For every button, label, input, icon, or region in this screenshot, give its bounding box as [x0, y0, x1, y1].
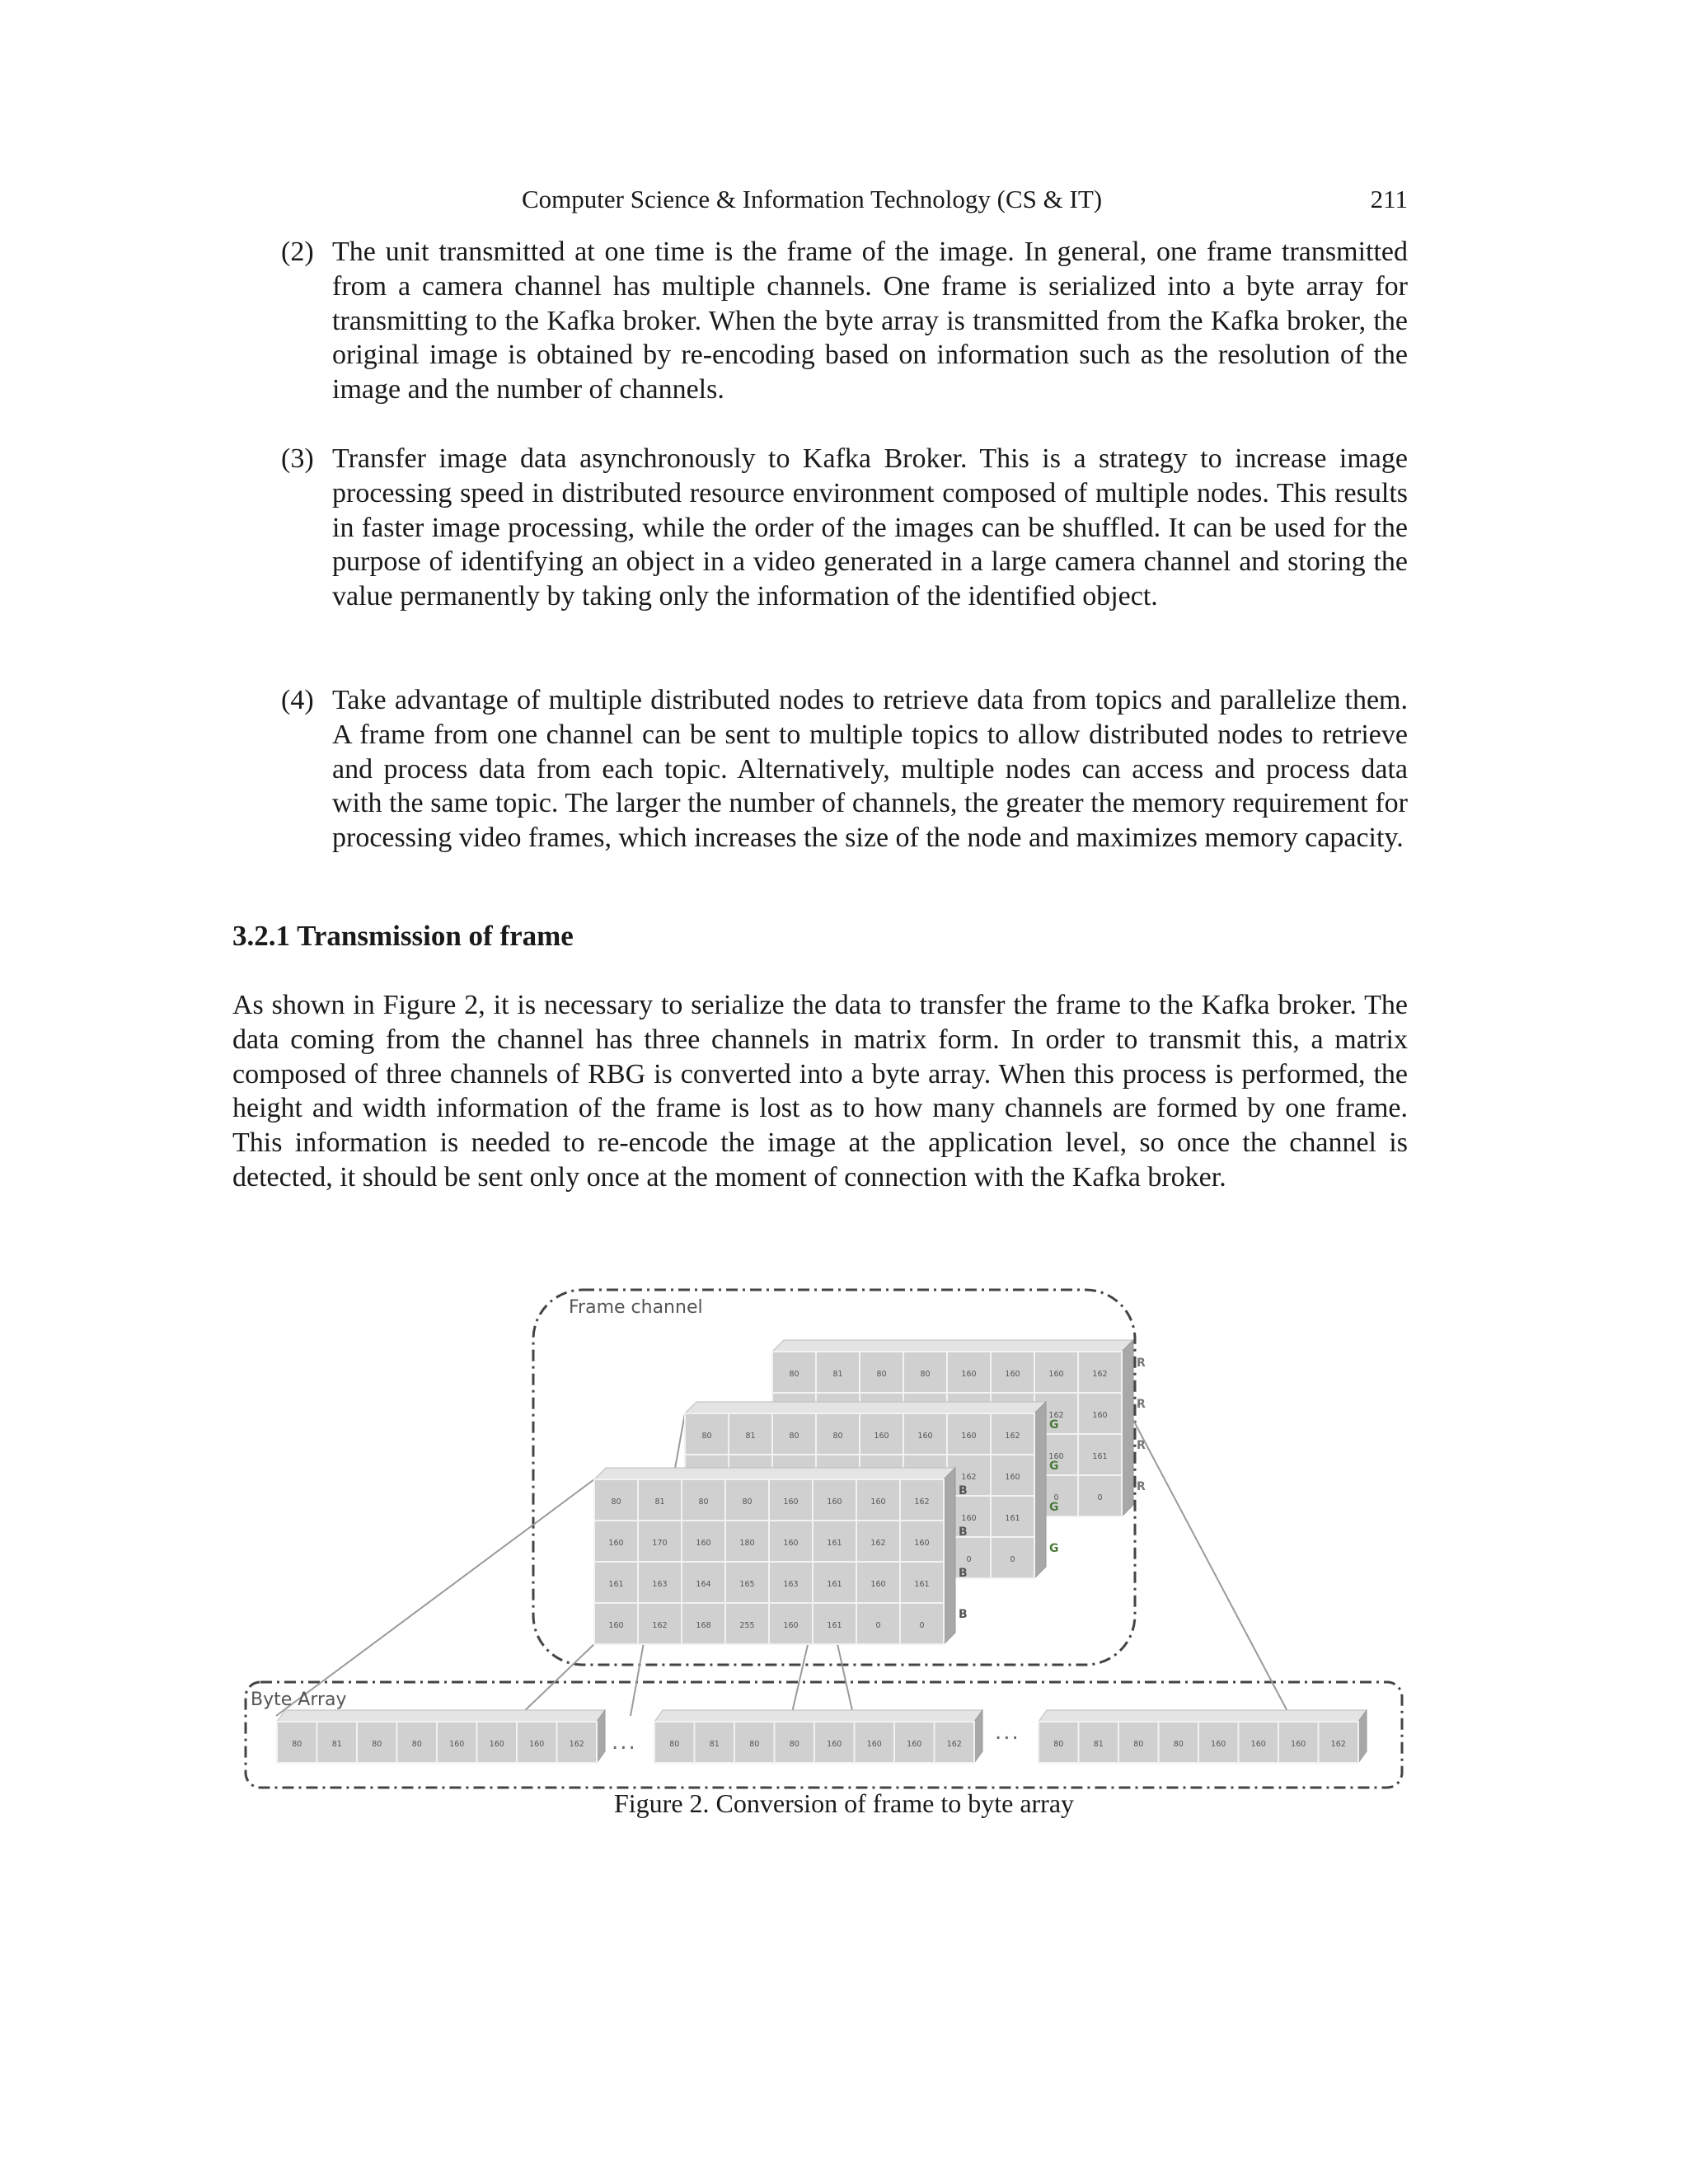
matrix-cell-value: 160 — [827, 1497, 842, 1507]
matrix-cell-value: 162 — [1092, 1370, 1108, 1379]
matrix-cell-value: 160 — [1048, 1370, 1064, 1379]
byte-cell-value: 80 — [669, 1740, 680, 1749]
matrix-cell-value: 160 — [1092, 1411, 1108, 1420]
byte-cell-value: 80 — [292, 1740, 302, 1749]
matrix-cell-value: 160 — [870, 1497, 886, 1507]
byte-cell-value: 160 — [449, 1740, 465, 1749]
matrix-side-face — [944, 1468, 955, 1644]
matrix-cell-value: 0 — [919, 1621, 925, 1630]
byte-cell-value: 81 — [1093, 1740, 1104, 1749]
matrix-cell-value: 0 — [1053, 1493, 1059, 1502]
byte-top-face — [654, 1710, 982, 1722]
list-item-text: The unit transmitted at one time is the frame of the image. In general, one frame transmitted from a camera channel has multiple channels. One frame is serialized into a byte array for transmitting to the Kafka broker. When the byte array is transmitted from the Kafka broker, the original image is obtained by re-encoding based on information such as the resolution of the image and the number of channels. — [332, 237, 1408, 405]
figure-diagram — [239, 1273, 1409, 1793]
matrix-cell-value: 81 — [654, 1497, 665, 1507]
channel-letter: B — [959, 1608, 968, 1621]
byte-cell-value: 81 — [331, 1740, 342, 1749]
matrix-cell-value: 160 — [961, 1432, 977, 1441]
matrix-cell-value: 80 — [876, 1370, 887, 1379]
list-item-text: Transfer image data asynchronously to Kafka Broker. This is a strategy to increase image processing speed in distributed resource environment composed of multiple nodes. This results in faster image processing, while the order of the images can be shuffled. It can be used for the purpose of identifying an object in a video generated in a large camera channel and storing the value permanently by taking only the information of the identified object. — [332, 443, 1408, 612]
matrix-cell-value: 160 — [914, 1539, 930, 1548]
list-item-2 — [281, 235, 1408, 407]
channel-letter: R — [1137, 1439, 1146, 1452]
matrix-cell-value: 80 — [742, 1497, 753, 1507]
matrix-cell-value: 160 — [874, 1432, 889, 1441]
matrix-cell-value: 160 — [783, 1539, 799, 1548]
list-item-number: (2) — [281, 237, 314, 267]
matrix-cell-value: 160 — [917, 1432, 933, 1441]
matrix-cell-value: 163 — [783, 1580, 799, 1589]
matrix-cell-value: 160 — [696, 1539, 711, 1548]
matrix-cell-value: 162 — [914, 1497, 930, 1507]
matrix-cell-value: 80 — [698, 1497, 709, 1507]
byte-array-segments — [277, 1710, 1367, 1763]
byte-cell-value: 160 — [1291, 1740, 1306, 1749]
byte-cell-value: 162 — [569, 1740, 584, 1749]
matrix-cell-value: 160 — [961, 1514, 977, 1523]
channel-letter: B — [959, 1526, 968, 1539]
matrix-top-face — [594, 1468, 955, 1479]
byte-cell-value: 80 — [411, 1740, 422, 1749]
matrix-cell-value: 0 — [1097, 1493, 1103, 1502]
channel-letter: G — [1049, 1418, 1059, 1432]
matrix-cell-value: 168 — [696, 1621, 711, 1630]
byte-array-label: Byte Array — [251, 1690, 347, 1710]
ellipsis-2: ... — [995, 1720, 1020, 1745]
matrix-cell-value: 161 — [1005, 1514, 1020, 1523]
byte-cell-value: 160 — [866, 1740, 882, 1749]
connector-line — [276, 1479, 594, 1716]
matrix-cell-value: 161 — [608, 1580, 624, 1589]
matrix-top-face — [772, 1340, 1133, 1352]
list-item-text: Take advantage of multiple distributed nodes to retrieve data from topics and parallelize them. A frame from one channel can be sent to multiple topics to allow distributed nodes to retrieve and process data from each topic. Alternatively, multiple nodes can access and process data with the same topic. The larger the number of channels, the greater the memory requirement for processing video frames, which increases the size of the node and maximizes memory capacity. — [332, 685, 1408, 854]
matrix-cell-value: 161 — [914, 1580, 930, 1589]
matrix-cell-value: 162 — [652, 1621, 668, 1630]
byte-cell-value: 160 — [907, 1740, 922, 1749]
frame-channel-label: Frame channel — [569, 1297, 703, 1318]
matrix-cell-value: 160 — [1005, 1473, 1020, 1482]
channel-letter: R — [1137, 1398, 1146, 1411]
matrix-side-face — [1122, 1340, 1133, 1516]
matrix-cell-value: 80 — [789, 1432, 799, 1441]
matrix-cell-value: 0 — [1010, 1555, 1015, 1564]
channel-letter: R — [1137, 1480, 1146, 1493]
matrix-cell-value: 160 — [783, 1497, 799, 1507]
channel-letter: G — [1049, 1542, 1059, 1555]
byte-top-face — [1039, 1710, 1367, 1722]
matrix-cell-value: 180 — [739, 1539, 755, 1548]
section-heading: 3.2.1 Transmission of frame — [232, 920, 574, 952]
matrix-cell-value: 161 — [827, 1580, 842, 1589]
matrix-cell-value: 162 — [961, 1473, 977, 1482]
matrix-cell-value: 160 — [1005, 1370, 1020, 1379]
matrix-cell-value: 160 — [870, 1580, 886, 1589]
list-item-3 — [281, 442, 1408, 614]
list-item-4 — [281, 683, 1408, 855]
channel-letter: B — [959, 1484, 968, 1497]
list-item-number: (4) — [281, 685, 314, 715]
channel-letter: G — [1049, 1460, 1059, 1473]
matrix-cell-value: 80 — [701, 1432, 712, 1441]
matrix-cell-value: 162 — [1048, 1411, 1064, 1420]
matrix-cell-value: 162 — [870, 1539, 886, 1548]
byte-cell-value: 81 — [709, 1740, 720, 1749]
matrix-cell-value: 160 — [783, 1621, 799, 1630]
matrix-cell-value: 163 — [652, 1580, 668, 1589]
journal-title: Computer Science & Information Technology (CS & IT) — [522, 185, 1103, 213]
list-item-number: (3) — [281, 443, 314, 474]
matrix-cell-value: 80 — [832, 1432, 843, 1441]
matrix-cell-value: 161 — [827, 1621, 842, 1630]
body-paragraph: As shown in Figure 2, it is necessary to serialize the data to transfer the frame to the Kafka broker. The data coming from the channel has three channels in matrix form. In order to transmit this, a matrix composed of three channels of RBG is converted into a byte array. When this process is performed, the height and width information of the frame is lost as to how many channels are formed by one frame. This information is needed to re-encode the image at the application level, so once the channel is detected, it should be sent only once at the moment of connection with the Kafka broker. — [232, 990, 1408, 1193]
byte-cell-value: 162 — [946, 1740, 962, 1749]
byte-cell-value: 80 — [1133, 1740, 1144, 1749]
matrix-cell-value: 165 — [739, 1580, 755, 1589]
channel-letter: B — [959, 1567, 968, 1580]
byte-cell-value: 160 — [489, 1740, 504, 1749]
byte-cell-value: 162 — [1330, 1740, 1346, 1749]
channel-letter: R — [1137, 1357, 1146, 1370]
matrix-cell-value: 161 — [827, 1539, 842, 1548]
matrix-top-face — [685, 1402, 1046, 1413]
byte-cell-value: 160 — [827, 1740, 842, 1749]
matrix-cell-value: 0 — [875, 1621, 881, 1630]
matrix-cell-value: 160 — [961, 1370, 977, 1379]
byte-cell-value: 80 — [789, 1740, 799, 1749]
matrix-cell-value: 160 — [608, 1539, 624, 1548]
matrix-cell-value: 170 — [652, 1539, 668, 1548]
matrix-cell-value: 255 — [739, 1621, 755, 1630]
page-number: 211 — [1370, 185, 1408, 213]
channel-letter: G — [1049, 1501, 1059, 1514]
figure-caption: Figure 2. Conversion of frame to byte array — [613, 1788, 1075, 1818]
matrix-cell-value: 160 — [608, 1621, 624, 1630]
byte-cell-value: 80 — [1173, 1740, 1184, 1749]
matrix-cell-value: 80 — [920, 1370, 931, 1379]
matrix-cell-value: 161 — [1092, 1452, 1108, 1461]
byte-cell-value: 160 — [529, 1740, 545, 1749]
matrix-side-face — [1034, 1402, 1046, 1578]
matrix-cell-value: 80 — [611, 1497, 621, 1507]
figure-frame-to-byte-array — [239, 1273, 1409, 1793]
byte-cell-value: 160 — [1211, 1740, 1226, 1749]
byte-cell-value: 160 — [1250, 1740, 1266, 1749]
matrix-cell-value: 81 — [745, 1432, 756, 1441]
byte-cell-value: 80 — [1053, 1740, 1064, 1749]
matrix-cell-value: 160 — [1048, 1452, 1064, 1461]
ellipsis-1: ... — [612, 1730, 637, 1755]
byte-cell-value: 80 — [749, 1740, 760, 1749]
matrix-cell-value: 164 — [696, 1580, 711, 1589]
matrix-cell-value: 0 — [966, 1555, 972, 1564]
b-channel-matrix — [594, 1468, 968, 1644]
matrix-cell-value: 162 — [1005, 1432, 1020, 1441]
matrix-cell-value: 81 — [832, 1370, 843, 1379]
matrix-cell-value: 80 — [789, 1370, 799, 1379]
byte-cell-value: 80 — [372, 1740, 382, 1749]
byte-top-face — [277, 1710, 605, 1722]
